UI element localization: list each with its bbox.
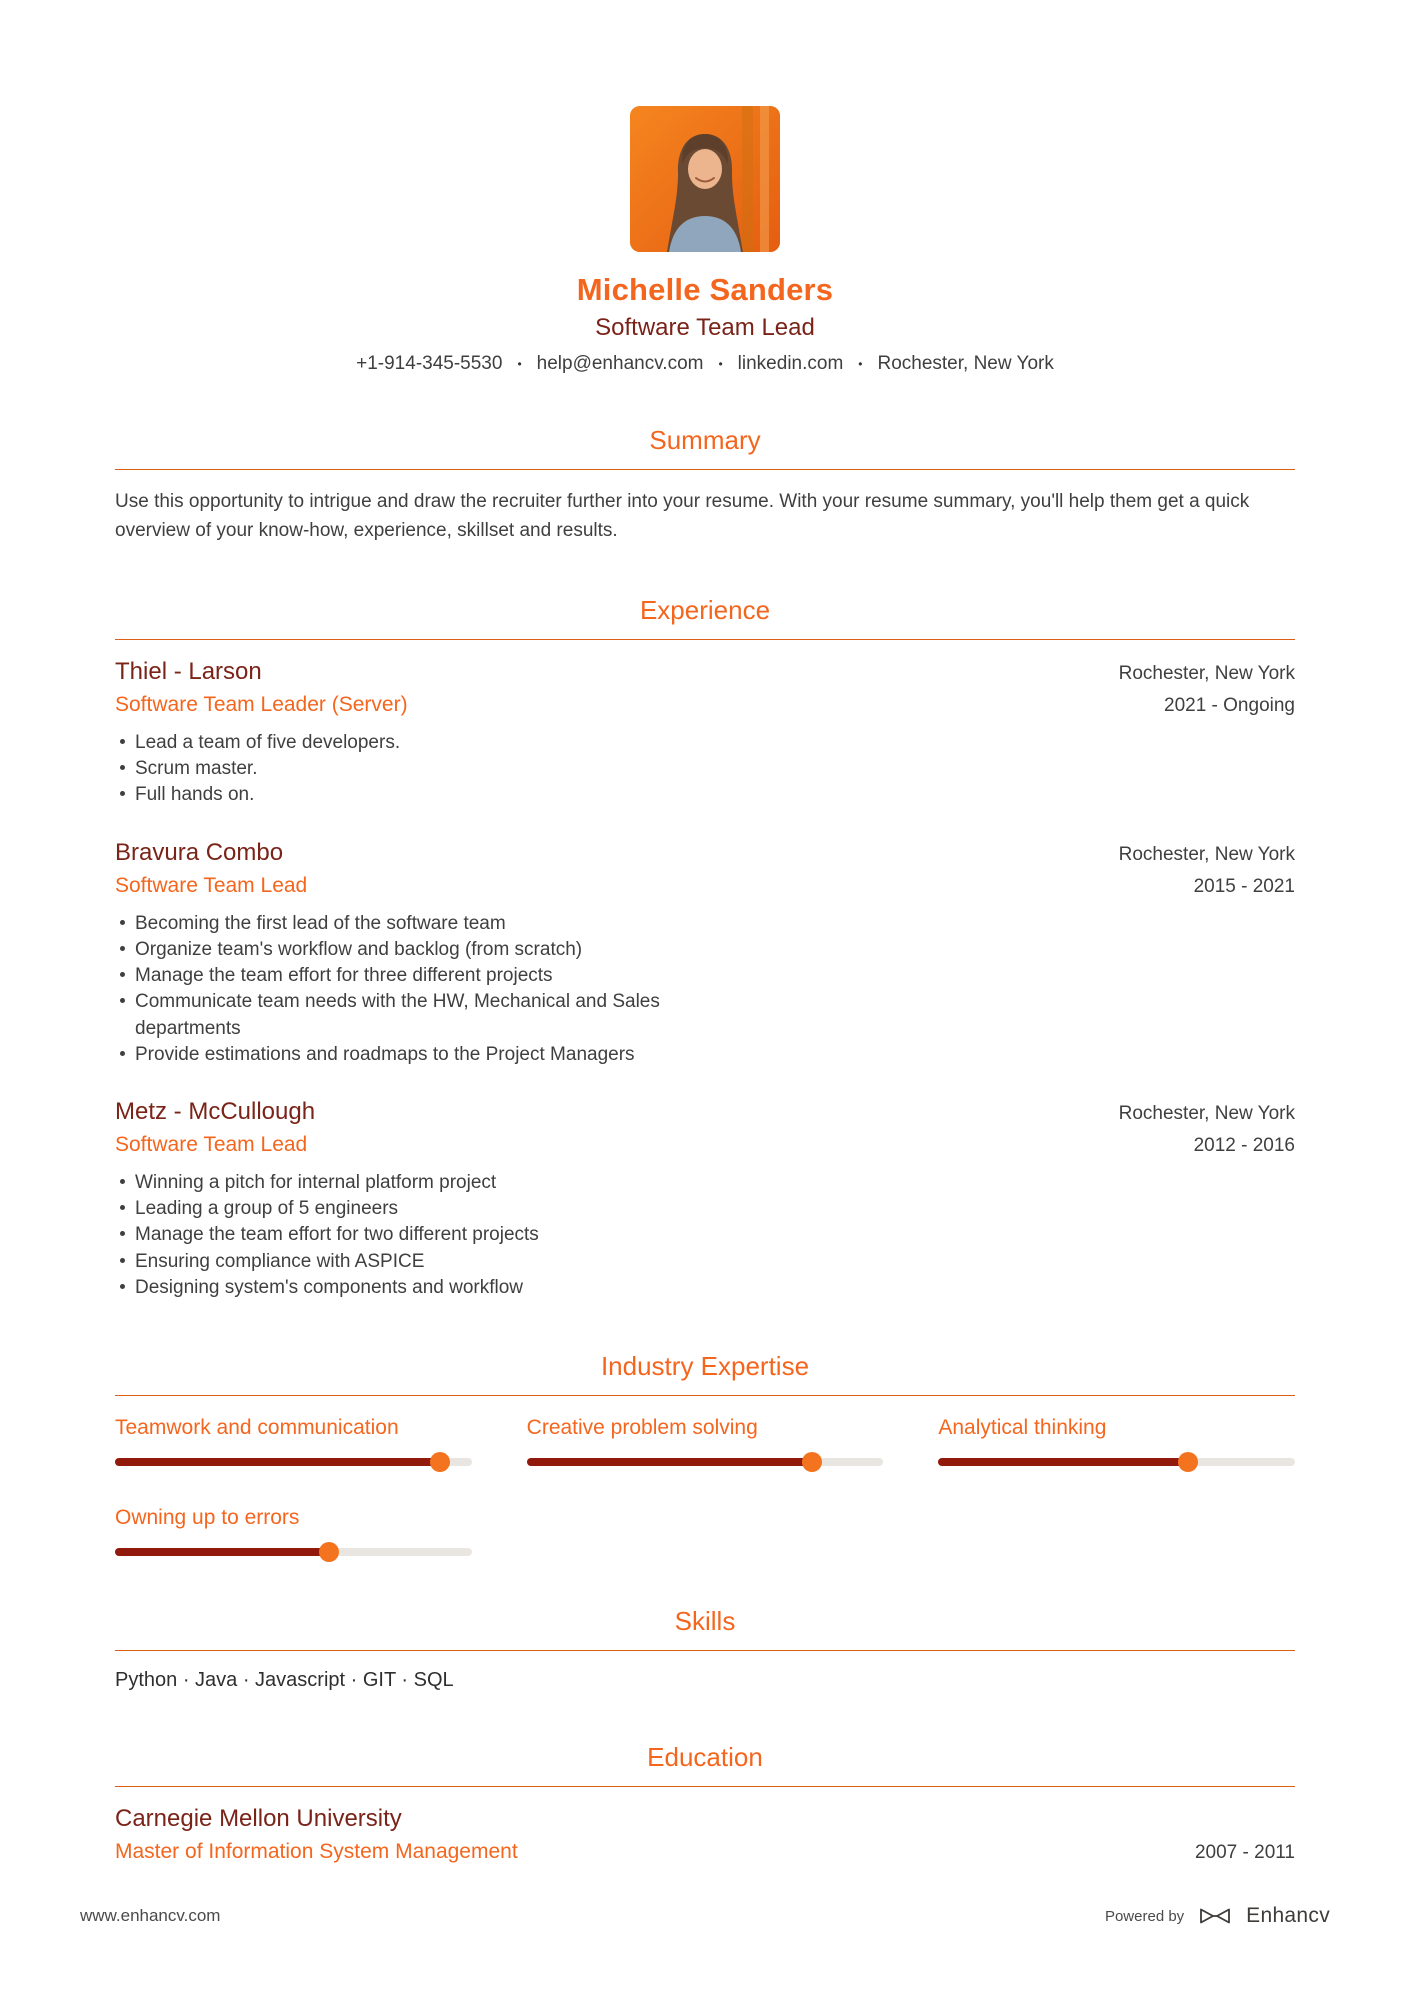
bullet-item: Lead a team of five developers. <box>115 730 715 756</box>
degree-name: Master of Information System Management <box>115 1840 518 1864</box>
job-bullets <box>115 730 715 809</box>
bullet-item: Leading a group of 5 engineers <box>115 1196 715 1222</box>
summary-section-head <box>115 425 1295 470</box>
slider-knob[interactable] <box>430 1452 450 1472</box>
skills-section <box>115 1606 1295 1692</box>
slider-knob[interactable] <box>319 1542 339 1562</box>
experience-heading: Experience <box>639 595 771 625</box>
company-name: Bravura Combo <box>115 838 284 866</box>
experience-section-head <box>115 595 1295 640</box>
job-role: Software Team Lead <box>115 1132 308 1156</box>
job-location: Rochester, New York <box>1118 663 1295 684</box>
contact-row <box>115 353 1295 375</box>
job-dates: 2021 - Ongoing <box>1164 695 1295 716</box>
summary-heading: Summary <box>649 425 761 455</box>
summary-section <box>115 425 1295 545</box>
education-section <box>115 1742 1295 1864</box>
job-bullets <box>115 911 715 1068</box>
bullet-item: Ensuring compliance with ASPICE <box>115 1249 715 1275</box>
industry-label: Teamwork and communication <box>115 1416 399 1440</box>
bullet-item: Winning a pitch for internal platform project <box>115 1170 715 1196</box>
job-dates: 2012 - 2016 <box>1193 1134 1295 1156</box>
industry-item <box>527 1416 884 1466</box>
email-link[interactable]: help@enhancv.com <box>536 353 704 374</box>
bullet-item: Designing system's components and workflow <box>115 1275 715 1301</box>
contact-separator: • <box>858 357 863 371</box>
summary-text: Use this opportunity to intrigue and draw the recruiter further into your resume. With your resume summary, you'll help them get a quick overview of your know-how, experience, skillset and results. <box>115 491 1250 541</box>
skill-slider-track <box>938 1458 1295 1466</box>
industry-expertise-section <box>115 1351 1295 1556</box>
skill-slider-track <box>527 1458 884 1466</box>
website-link[interactable]: www.enhancv.com <box>80 1906 221 1926</box>
job-dates: 2015 - 2021 <box>1193 875 1295 897</box>
job-location: Rochester, New York <box>1118 1102 1295 1124</box>
powered-by <box>1105 1904 1330 1928</box>
slider-knob[interactable] <box>1178 1452 1198 1472</box>
company-name: Metz - McCullough <box>115 1097 316 1125</box>
industry-item <box>115 1416 472 1466</box>
skills-list: Python · Java · Javascript · GIT · SQL <box>115 1669 454 1692</box>
job-bullets <box>115 1170 715 1301</box>
enhancv-logo-icon <box>1197 1905 1233 1927</box>
bullet-item: Manage the team effort for three different projects <box>115 963 715 989</box>
experience-item <box>115 658 1295 809</box>
brand-name: Enhancv <box>1246 1904 1330 1928</box>
bullet-item: Manage the team effort for two different projects <box>115 1222 715 1248</box>
industry-label: Analytical thinking <box>938 1416 1107 1440</box>
person-name: Michelle Sanders <box>576 272 834 307</box>
skills-section-head <box>115 1606 1295 1651</box>
experience-item <box>115 1098 1295 1301</box>
bullet-item: Becoming the first lead of the software team <box>115 911 715 937</box>
bullet-item: Full hands on. <box>115 782 715 808</box>
contact-separator: • <box>517 357 522 371</box>
skill-slider-track <box>115 1458 472 1466</box>
school-name: Carnegie Mellon University <box>115 1805 402 1833</box>
footer <box>0 1864 1410 2012</box>
bullet-item: Communicate team needs with the HW, Mechanical and Sales departments <box>115 989 715 1041</box>
person-job-title: Software Team Lead <box>595 314 815 341</box>
phone-number: +1-914-345-5530 <box>356 353 503 374</box>
industry-item <box>115 1506 472 1556</box>
resume-page <box>115 0 1295 1864</box>
industry-item <box>938 1416 1295 1466</box>
slider-fill <box>938 1458 1188 1466</box>
bullet-item: Scrum master. <box>115 756 715 782</box>
education-item <box>115 1805 1295 1864</box>
slider-knob[interactable] <box>802 1452 822 1472</box>
bullet-item: Organize team's workflow and backlog (from scratch) <box>115 937 715 963</box>
profile-photo-image <box>630 106 780 252</box>
industry-label: Creative problem solving <box>526 1416 758 1440</box>
slider-fill <box>115 1548 329 1556</box>
industry-grid <box>115 1416 1295 1556</box>
bullet-item: Provide estimations and roadmaps to the Project Managers <box>115 1042 715 1068</box>
job-location: Rochester, New York <box>1118 843 1295 865</box>
job-role: Software Team Lead <box>115 873 308 897</box>
job-role: Software Team Leader (Server) <box>115 693 408 716</box>
education-dates: 2007 - 2011 <box>1194 1842 1295 1864</box>
location-text: Rochester, New York <box>877 353 1054 374</box>
skill-slider-track <box>115 1548 472 1556</box>
industry-label: Owning up to errors <box>115 1506 300 1530</box>
profile-photo <box>630 106 780 252</box>
experience-item <box>115 839 1295 1068</box>
experience-section <box>115 595 1295 1301</box>
linkedin-link[interactable]: linkedin.com <box>737 353 844 374</box>
powered-by-label: Powered by <box>1104 1907 1185 1925</box>
contact-separator: • <box>718 357 723 371</box>
company-name: Thiel - Larson <box>115 658 262 685</box>
slider-fill <box>115 1458 440 1466</box>
skills-heading: Skills <box>674 1606 736 1637</box>
education-section-head <box>115 1742 1295 1787</box>
industry-section-head <box>115 1351 1295 1396</box>
industry-heading: Industry Expertise <box>600 1351 810 1382</box>
slider-fill <box>527 1458 812 1466</box>
resume-header <box>115 106 1295 375</box>
education-heading: Education <box>647 1742 763 1773</box>
